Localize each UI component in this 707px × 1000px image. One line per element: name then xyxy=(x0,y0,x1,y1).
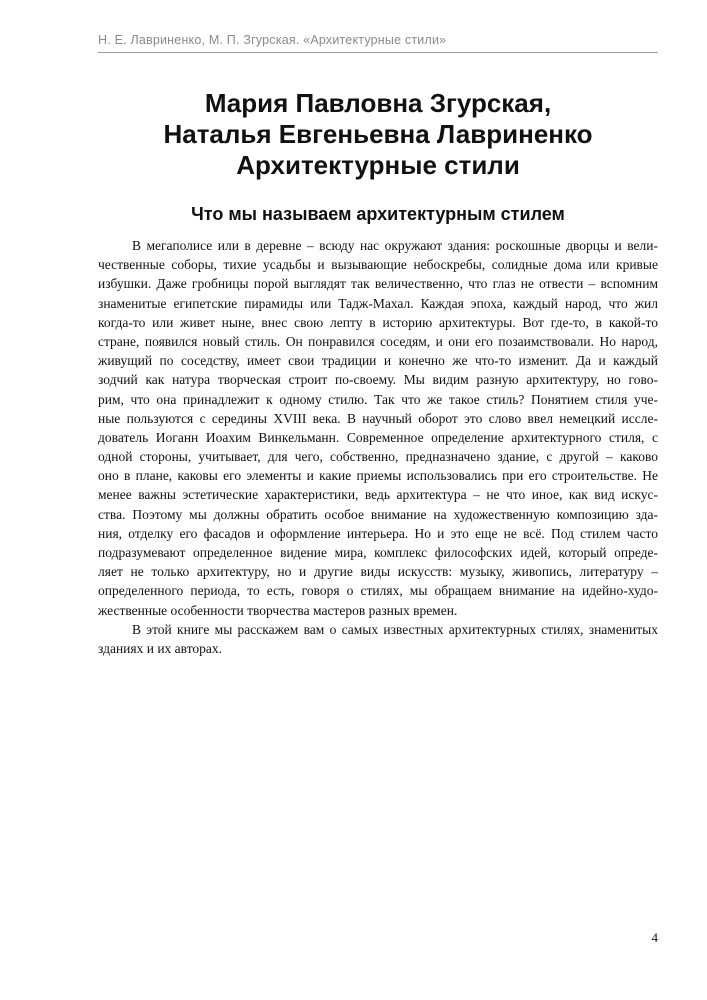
text-line: когда-то или живет ныне, внес свою лепту в историю архитектуры. Вот где-то, в какой-то xyxy=(98,314,658,330)
text-line: рим, что она принадлежит к одному стилю. Так что же такое стиль? Понятием стиля уче- xyxy=(98,391,658,407)
text-line: менее важны эстетические характеристики, ведь архитектура – не что иное, как вид искус- xyxy=(98,487,658,503)
text-line: подразумевают определенное видение мира, комплекс философских идей, который опреде- xyxy=(98,545,658,560)
author-name-2: Наталья Евгеньевна Лавриненко xyxy=(163,119,593,149)
text-line: ства. Поэтому мы должны обратить особое внимание на художественную композицию зда- xyxy=(98,506,658,522)
text-line: определенного периода, то есть, говоря о стилях, мы обращаем внимание на идейно-худо- xyxy=(98,583,658,599)
text-line: ные пользуются с середины XVIII века. В научный оборот это слово ввел немецкий иссле- xyxy=(98,410,658,426)
text-line: дователь Иоганн Иоахим Винкельманн. Современное определение архитектурного стиля, с xyxy=(98,429,658,445)
text-line: стране, появился новый стиль. Он понравился соседям, и они его позаимствовали. Но народ, xyxy=(98,333,658,349)
header-divider xyxy=(98,52,658,53)
running-header: Н. Е. Лавриненко, М. П. Згурская. «Архитектурные стили» xyxy=(98,33,447,47)
text-line: зданиях и их авторах. xyxy=(98,640,223,656)
text-line: В мегаполисе или в деревне – всюду нас окружают здания: роскошные дворцы и вели- xyxy=(132,238,658,253)
author-name-1: Мария Павловна Згурская, xyxy=(204,88,552,118)
text-line: избушки. Даже гробницы порой выглядят так величественно, что глаз не отвести – вспомним xyxy=(98,276,658,292)
text-line: одной стороны, учитывает, для чего, собственно, предназначено здание, с другой – каково xyxy=(98,449,658,465)
text-line: ляет не только архитектуру, но и другие виды искусств: музыку, живопись, литературу – xyxy=(98,564,658,580)
paragraph-1 xyxy=(98,236,658,620)
text-line: жественные особенности творчества мастеров разных времен. xyxy=(98,602,458,618)
page-number: 4 xyxy=(651,930,658,945)
text-line: чественные соборы, тихие усадьбы и вызывающие небоскребы, солидные дома или кривые xyxy=(98,257,658,273)
text-line: живущий по соседству, имеет свои традиции и конечно же что-то изменит. Да и каждый xyxy=(98,353,658,369)
text-line: знаменитые египетские пирамиды или Тадж-Махал. Каждая эпоха, каждый народ, что жил xyxy=(98,295,658,311)
text-line: оно в плане, каковы его элементы и какие приемы использовались при его строительстве. Не xyxy=(98,468,658,484)
body-text xyxy=(98,236,658,658)
paragraph-2 xyxy=(98,620,658,658)
text-line: зодчий как натура творческая строит по-своему. Мы видим разную архитектуру, но гово- xyxy=(98,372,658,388)
text-line: ния, отделку его фасадов и оформление интерьера. Но и это еще не всё. Под стилем часто xyxy=(98,525,658,541)
book-title: Архитектурные стили xyxy=(236,150,520,180)
title-block xyxy=(60,88,696,181)
section-heading: Что мы называем архитектурным стилем xyxy=(191,204,565,224)
text-line: В этой книге мы расскажем вам о самых известных архитектурных стилях, знаменитых xyxy=(132,621,658,637)
